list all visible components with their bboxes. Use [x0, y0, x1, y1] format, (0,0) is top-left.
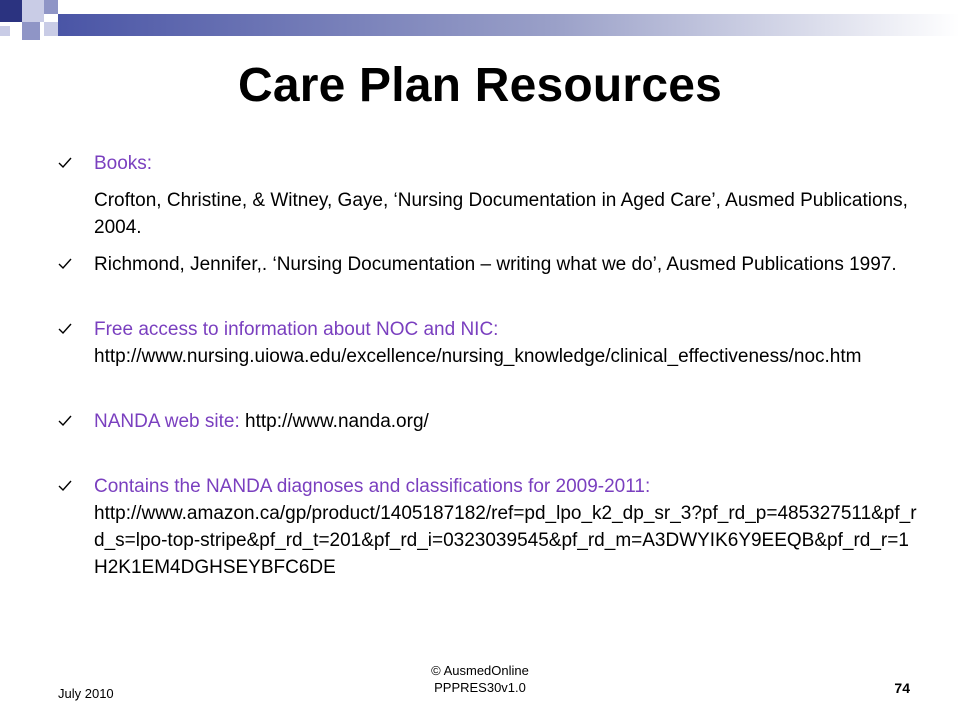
footer-center [380, 662, 580, 696]
footer-code: PPPRES30v1.0 [434, 680, 526, 695]
nanda-site-link[interactable]: http://www.nanda.org/ [245, 411, 429, 432]
bullet-nanda-diagnoses [58, 473, 918, 581]
deco-square-dark [0, 0, 22, 22]
checkmark-icon [58, 414, 72, 428]
deco-square-low [44, 22, 58, 36]
book-reference-richmond: Richmond, Jennifer,. ‘Nursing Documentation – writing what we do’, Ausmed Publications 1997. [94, 254, 897, 275]
deco-square-tiny [0, 26, 10, 36]
deco-square-light [22, 0, 44, 22]
bullet-noc-nic [58, 316, 918, 370]
slide-title: Care Plan Resources [237, 59, 723, 112]
amazon-link[interactable]: http://www.amazon.ca/gp/product/1405187182/ref=pd_lpo_k2_dp_sr_3?pf_rd_p=485327511&pf_rd_s=lpo-top-stripe&pf_rd_t=201&pf_rd_i=0323039545&pf_rd_m=A3DWYIK6Y9EEQB&pf_rd_r=1H2K1EM4DGHSEYBFC6DE [94, 503, 917, 578]
bullet-richmond [58, 251, 918, 278]
checkmark-icon [58, 479, 72, 493]
nanda-site-label: NANDA web site: [94, 411, 240, 432]
checkmark-icon [58, 156, 72, 170]
bullet-books-label: Books: [94, 153, 153, 174]
checkmark-icon [58, 322, 72, 336]
deco-square-mid [44, 0, 58, 14]
deco-square-small [22, 22, 40, 40]
footer-date: July 2010 [58, 686, 114, 701]
nanda-diagnoses-label: Contains the NANDA diagnoses and classifications for 2009-2011: [94, 476, 651, 497]
checkmark-icon [58, 257, 72, 271]
slide-content [58, 150, 918, 581]
book-reference-crofton: Crofton, Christine, & Witney, Gaye, ‘Nursing Documentation in Aged Care’, Ausmed Publications, 2004. [94, 190, 908, 238]
header-decoration [0, 0, 960, 60]
noc-nic-label: Free access to information about NOC and NIC: [94, 319, 499, 340]
bullet-books [58, 150, 918, 177]
bullet-nanda-site [58, 408, 918, 435]
page-number: 74 [894, 680, 910, 696]
header-gradient-bar [58, 14, 960, 36]
noc-nic-link[interactable]: http://www.nursing.uiowa.edu/excellence/nursing_knowledge/clinical_effectiveness/noc.htm [94, 346, 862, 367]
footer-copyright: © AusmedOnline [431, 663, 529, 678]
